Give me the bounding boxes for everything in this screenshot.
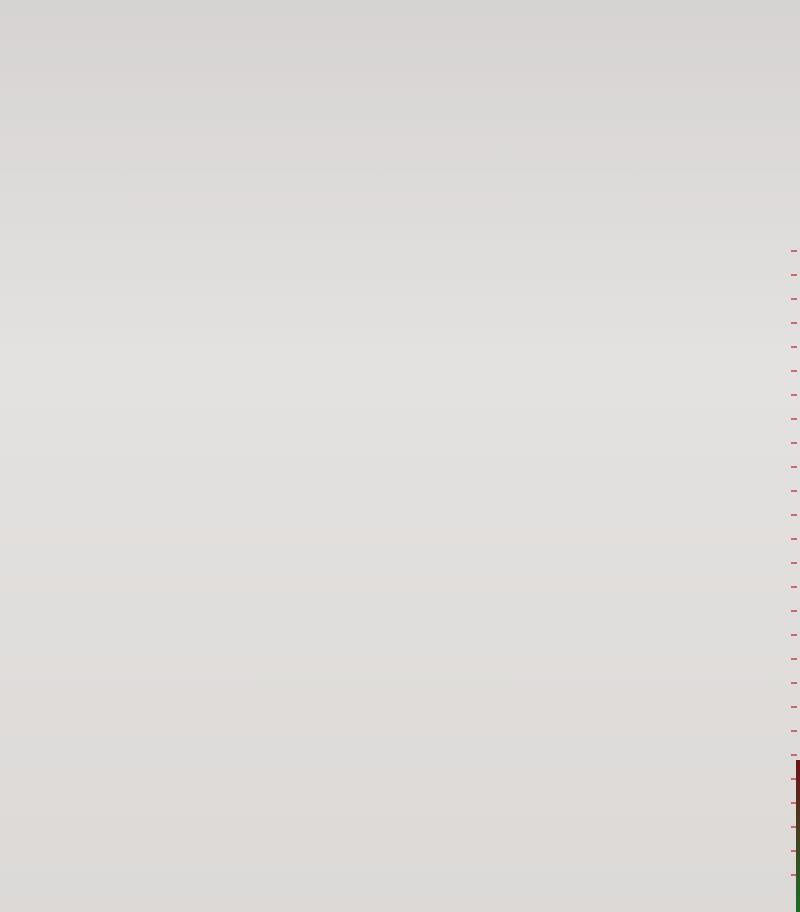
heart-border-top: [0, 12, 800, 32]
heart-border-left: [0, 560, 14, 912]
background-edge: [796, 760, 800, 912]
document-body: [78, 132, 718, 152]
